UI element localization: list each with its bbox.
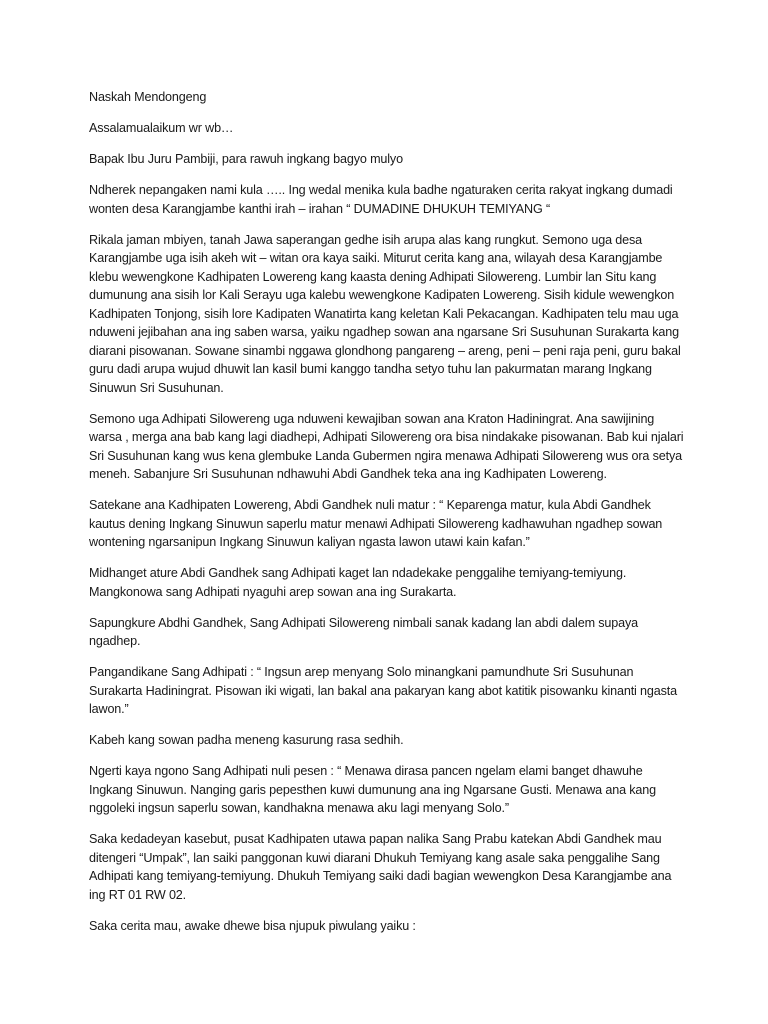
audience-greeting-paragraph: Bapak Ibu Juru Pambiji, para rawuh ingkang bagyo mulyo [89, 152, 403, 166]
document-title: Naskah Mendongeng [89, 90, 207, 104]
introduction-paragraph: Ndherek nepangaken nami kula ….. Ing wedal menika kula badhe ngaturaken cerita rakyat ingkang dumadi wonten desa Karangjambe kanthi irah – irahan “ DUMADINE DHUKUH TEMIYANG “ [89, 183, 673, 216]
story-paragraph: Ngerti kaya ngono Sang Adhipati nuli pesen : “ Menawa dirasa pancen ngelam elami banget dhawuhe Ingkang Sinuwun. Nanging garis pepesthen kuwi dumunung ana ing Ngarsane Gusti. Menawa ana kang nggoleki ingsun saperlu sowan, kandhakna menawa aku lagi menyang Solo.” [89, 764, 656, 815]
story-paragraph: Semono uga Adhipati Silowereng uga nduweni kewajiban sowan ana Kraton Hadiningrat. Ana sawijining warsa , merga ana bab kang lagi diadhepi, Adhipati Silowereng ora bisa nindakake pisowanan. Bab kui njalari Sri Susuhunan kang wus kena glembuke Landa Gubermen ngira menawa Adhipati Silowereng wus ora setya meneh. Sabanjure Sri Susuhunan ndhawuhi Abdi Gandhek teka ana ing Kadhipaten Lowereng. [89, 411, 684, 481]
story-paragraph: Satekane ana Kadhipaten Lowereng, Abdi Gandhek nuli matur : “ Keparenga matur, kula Abdi Gandhek kautus dening Ingkang Sinuwun saperlu matur menawi Adhipati Silowereng kadhawuhan ngadhep sowan wontening ngarsanipun Ingkang Sinuwun kaliyan ngasta lawon utawi kain kafan.” [89, 498, 663, 549]
story-paragraph: Rikala jaman mbiyen, tanah Jawa saperangan gedhe isih arupa alas kang rungkut. Semono uga desa Karangjambe uga isih akeh wit – witan ora kaya saiki. Miturut cerita kang ana, wilayah desa Karangjambe klebu wewengkone Kadhipaten Lowereng kang kaasta dening Adhipati Silowereng. Lumbir lan Situ kang dumunung ana sisih lor Kali Serayu uga kalebu wewengkone Kadipaten Lowereng. Sisih kidule wewengkon Kadhipaten Tonjong, sisih lore Kadipaten Wanatirta kang keletan Kali Pekacangan. Kadhipaten telu mau uga nduweni jejibahan ana ing saben warsa, yaiku ngadhep sowan ana ngarsane Sri Susuhunan Surakarta kang diarani pisowanan. Sowane sinambi nggawa glondhong pangareng – areng, peni – peni raja peni, guru bakal guru dadi arupa wujud dhuwit lan kasil bumi kanggo tandha setyo tuhu lan pakurmatan marang Ingkang Sinuwun Sri Susuhunan. [89, 232, 681, 395]
document-body [89, 88, 689, 948]
story-paragraph: Kabeh kang sowan padha meneng kasurung rasa sedhih. [89, 733, 404, 747]
story-paragraph: Sapungkure Abdhi Gandhek, Sang Adhipati Silowereng nimbali sanak kadang lan abdi dalem supaya ngadhep. [89, 615, 638, 648]
greeting-paragraph: Assalamualaikum wr wb… [89, 121, 234, 135]
lesson-intro-paragraph: Saka cerita mau, awake dhewe bisa njupuk piwulang yaiku : [89, 918, 416, 933]
story-paragraph: Saka kedadeyan kasebut, pusat Kadhipaten utawa papan nalika Sang Prabu katekan Abdi Gandhek mau ditengeri “Umpak”, lan saiki panggonan kuwi diarani Dhukuh Temiyang kang asale saka penggalihe Sang Adhipati kang temiyang-temiyung. Dhukuh Temiyang saiki dadi bagian wewengkon Desa Karangjambe ana ing RT 01 RW 02. [89, 832, 672, 902]
story-paragraph: Pangandikane Sang Adhipati : “ Ingsun arep menyang Solo minangkani pamundhute Sri Susuhunan Surakarta Hadiningrat. Pisowan iki wigati, lan bakal ana pakaryan kang abot katitik pisowanku kinanti ngasta lawon.” [89, 665, 677, 716]
story-paragraph: Midhanget ature Abdi Gandhek sang Adhipati kaget lan ndadekake penggalihe temiyang-temiyung. Mangkonowa sang Adhipati nyaguhi arep sowan ana ing Surakarta. [89, 566, 627, 599]
